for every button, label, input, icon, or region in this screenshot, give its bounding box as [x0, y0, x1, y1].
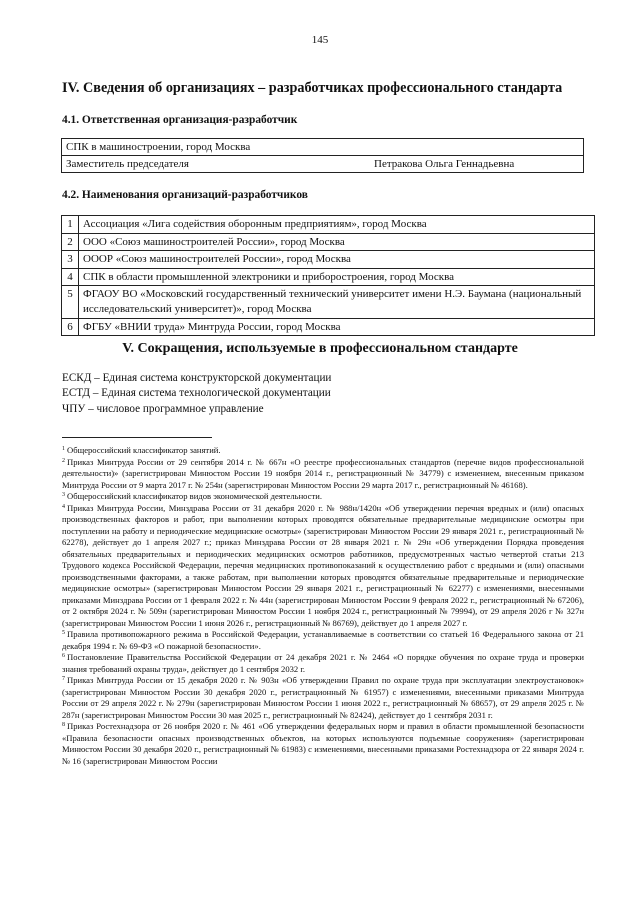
table-row: [62, 156, 584, 173]
developer-name: ФГБУ «ВНИИ труда» Минтруда России, город Москва: [79, 318, 595, 336]
footnote-marker: 8: [62, 722, 65, 728]
developer-name: ООО «Союз машиностроителей России», город Москва: [79, 233, 595, 251]
table-row: [62, 268, 595, 286]
footnote-text: Приказ Ростехнадзора от 26 ноября 2020 г. № 461 «Об утверждении федеральных норм и правил в области промышленной безопасности «Правила безопасности опасных производственных объектов, на которых используются подъемные сооружения» (зарегистрирован Минюстом России 30 декабря 2020 г., регистрационный № 61983) с изменениями, внесенными приказами Ростехнадзора от 22 января 2024 г. № 16 (зарегистрирован Минюстом России: [62, 721, 584, 766]
footnote-marker: 7: [62, 676, 65, 682]
table-row: [62, 251, 595, 269]
section-4-title: IV. Сведения об организациях – разработчиках профессионального стандарта: [62, 80, 563, 96]
table-row: [62, 233, 595, 251]
abbreviation-item: ЕСКД – Единая система конструкторской документации: [62, 372, 332, 384]
responsible-org-name: СПК в машиностроении, город Москва: [62, 139, 584, 156]
row-number: 2: [62, 233, 79, 251]
footnote-marker: 1: [62, 446, 65, 452]
table-row: [62, 139, 584, 156]
subsection-4-2-title: 4.2. Наименования организаций-разработчиков: [62, 189, 308, 201]
responsible-org-table: [61, 138, 584, 173]
page-number: 145: [311, 34, 329, 46]
abbreviation-item: ЧПУ – числовое программное управление: [62, 402, 264, 415]
footnote-text: Приказ Минтруда России от 15 декабря 2020 г. № 903н «Об утверждении Правил по охране труда при эксплуатации электроустановок» (зарегистрирован Минюстом России 30 декабря 2020 г., регистрационный № 61957) с изменениями, внесенными приказами Минтруда России от 29 апреля 2022 г. № 279н (зарегистрирован Минюстом России 1 июня 2022 г., регистрационный № 68657), от 29 апреля 2025 г. № 287н (зарегистрирован Минюстом России 30 мая 2025 г., регистрационный № 82424), действует до 1 сентября 2031 г.: [62, 675, 584, 720]
abbreviation-item: ЕСТД – Единая система технологической документации: [62, 387, 331, 400]
developer-name: ФГАОУ ВО «Московский государственный технический университет имени Н.Э. Баумана (национальный исследовательский университет)», город Москва: [79, 286, 595, 318]
footnote-marker: 5: [62, 630, 65, 636]
row-number: 4: [62, 268, 79, 286]
developer-name: ОООР «Союз машиностроителей России», город Москва: [79, 251, 595, 269]
row-number: 3: [62, 251, 79, 269]
footnote-text: Правила противопожарного режима в Российской Федерации, устанавливаемые в соответствии со статьей 16 Федерального закона от 21 декабря 1994 г. № 69-ФЗ «О пожарной безопасности».: [62, 629, 584, 651]
footnote-text: Постановление Правительства Российской Федерации от 24 декабря 2021 г. № 2464 «О порядке обучения по охране труда и проверки знания требований охраны труда», действует до 1 сентября 2032 г.: [62, 652, 584, 674]
table-row: [62, 286, 595, 318]
footnote-marker: 2: [62, 457, 65, 464]
developer-orgs-table: [61, 215, 595, 336]
responsible-position: Заместитель председателя: [62, 156, 371, 173]
row-number: 1: [62, 216, 79, 234]
footnote: [62, 629, 584, 652]
section-5-title: V. Сокращения, используемые в профессиональном стандарте: [122, 341, 518, 356]
table-row: [62, 216, 595, 234]
footnote-marker: 6: [62, 653, 65, 659]
developer-name: Ассоциация «Лига содействия оборонным предприятиям», город Москва: [79, 216, 595, 234]
footnote: [62, 491, 584, 503]
footnote-marker: 4: [62, 503, 65, 510]
subsection-4-1-title: 4.1. Ответственная организация-разработчик: [62, 114, 298, 126]
footnote-text: Приказ Минтруда России, Минздрава России от 31 декабря 2020 г. № 988н/1420н «Об утверждении перечня вредных и (или) опасных производственных факторов и работ, при выполнении которых проводятся обязательные предварительные медицинские осмотры при поступлении на работу и периодические медицинские осмотры» (зарегистрирован Минюстом России 29 января 2021 г., регистрационный № 62278), действует до 1 апреля 2027 г.; приказ Минздрава России от 28 января 2021 г. № 29н «Об утверждении Порядка проведения обязательных предварительных и периодических медицинских осмотров работников, предусмотренных частью четвертой статьи 213 Трудового кодекса Российской Федерации, перечня медицинских противопоказаний к осуществлению работ с вредными и (или) опасными производственными факторами, а также работам, при выполнении которых проводятся обязательные предварительные и периодические медицинские осмотры» (зарегистрирован Минюстом России 29 января 2021 г., регистрационный № 62277) с изменениями, внесенными приказами Минздрава России от 1 февраля 2022 г. № 44н (зарегистрирован Минюстом России 9 февраля 2022 г., регистрационный № 67206), от 2 октября 2024 г. № 509н (зарегистрирован Минюстом России 1 ноября 2024 г., регистрационный № 79994), от 29 апреля 2026 г № 327н (зарегистрирован Минюстом России 1 июня 2026 г., регистрационный № 86769), действует до 1 апреля 2027 г.: [62, 502, 584, 628]
footnote: [62, 652, 584, 675]
row-number: 5: [62, 286, 79, 318]
footnote: [62, 675, 584, 721]
footnote-text: Общероссийский классификатор занятий.: [67, 445, 221, 455]
footnote: [62, 503, 584, 630]
footnote-text: Общероссийский классификатор видов экономической деятельности.: [67, 491, 322, 501]
row-number: 6: [62, 318, 79, 336]
developer-name: СПК в области промышленной электроники и приборостроения, город Москва: [79, 268, 595, 286]
footnote-marker: 3: [62, 492, 65, 498]
footnote-divider: [62, 437, 212, 438]
footnote: [62, 457, 584, 492]
responsible-person: Петракова Ольга Геннадьевна: [370, 156, 584, 173]
table-row: [62, 318, 595, 336]
footnote: [62, 721, 584, 767]
abbreviations-list: [62, 371, 331, 417]
footnote-text: Приказ Минтруда России от 29 сентября 2014 г. № 667н «О реестре профессиональных стандартов (перечне видов профессиональной деятельности)» (зарегистрирован Минюстом России 19 ноября 2014 г., регистрационный № 34779) с изменением, внесенным приказом Минтруда России от 9 марта 2017 г. № 254н (зарегистрирован Минюстом России 29 марта 2017 г., регистрационный № 46168).: [62, 456, 584, 490]
footnotes: [62, 445, 584, 767]
footnote: [62, 445, 584, 457]
